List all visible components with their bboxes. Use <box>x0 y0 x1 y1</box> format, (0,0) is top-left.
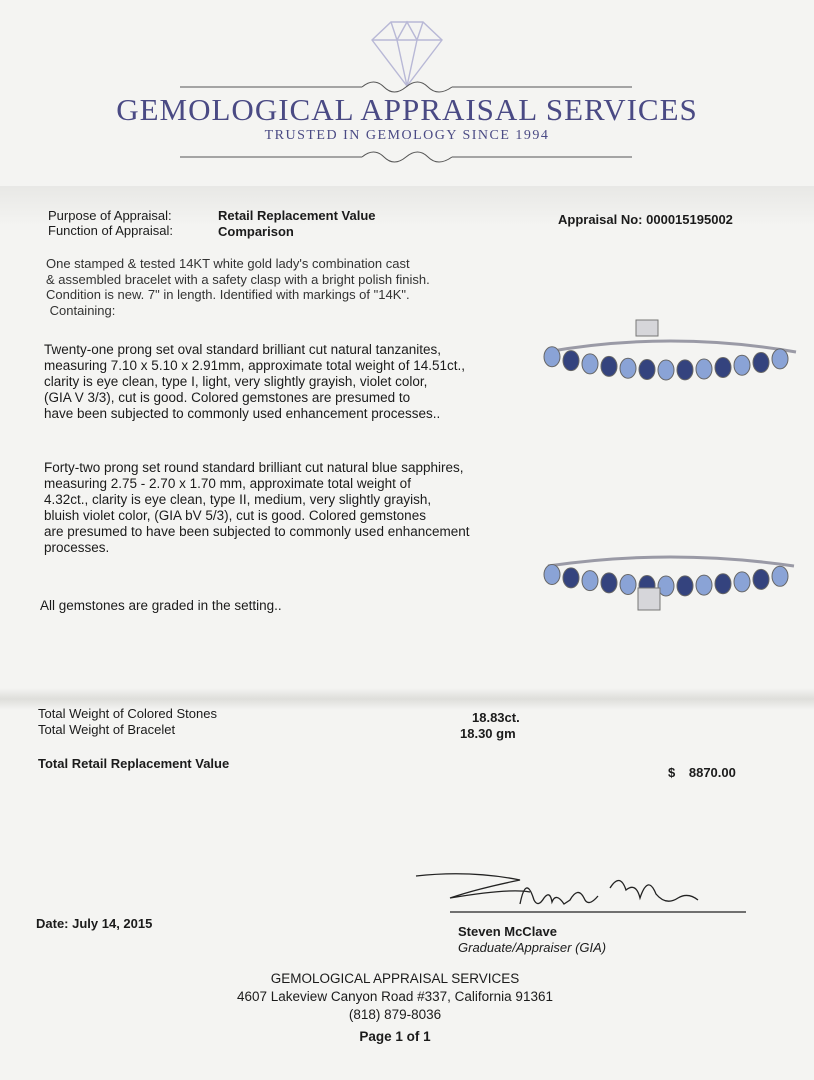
page-number: Page 1 of 1 <box>359 1029 431 1044</box>
gemstone <box>753 569 769 589</box>
total-colored-label: Total Weight of Colored Stones <box>38 706 217 721</box>
tanzanite-line: (GIA V 3/3), cut is good. Colored gemstones are presumed to <box>44 390 411 405</box>
sapphire-line: Forty-two prong set round standard brilliant cut natural blue sapphires, <box>44 460 464 475</box>
date: Date: July 14, 2015 <box>36 916 153 931</box>
gemstone <box>620 574 636 594</box>
bracelet-photo-bottom <box>540 540 802 630</box>
purpose-value: Retail Replacement Value <box>218 208 376 223</box>
gemstone <box>601 573 617 593</box>
function-value: Comparison <box>218 224 294 239</box>
item-description <box>46 256 430 318</box>
signature <box>410 868 750 924</box>
retail-amount: 8870.00 <box>688 765 736 780</box>
bracelet-photo-top <box>540 318 802 390</box>
gemstone <box>734 355 750 375</box>
gemstone <box>734 572 750 592</box>
sapphire-line: processes. <box>44 540 110 555</box>
gemstone <box>753 352 769 372</box>
signer-title: Graduate/Appraiser (GIA) <box>458 940 607 955</box>
total-bracelet-value: 18.30 gm <box>460 726 516 741</box>
appraisal-number-value: 000015195002 <box>646 212 733 227</box>
diamond-logo-icon <box>0 0 814 180</box>
signer-name: Steven McClave <box>458 924 557 939</box>
footer-phone: (818) 879-8036 <box>348 1007 442 1022</box>
signature-scribble-icon <box>410 868 750 924</box>
gemstone <box>772 349 788 369</box>
description-line: Containing: <box>46 302 116 318</box>
sapphire-line: measuring 2.75 - 2.70 x 1.70 mm, approximate total weight of <box>44 476 411 491</box>
retail-value-label: Total Retail Replacement Value <box>38 756 230 771</box>
gemstone <box>563 351 579 371</box>
sapphire-line: bluish violet color, (GIA bV 5/3), cut is good. Colored gemstones <box>44 508 426 523</box>
gemstone <box>582 571 598 591</box>
gemstone <box>772 566 788 586</box>
gemstone <box>658 360 674 380</box>
tanzanite-line: clarity is eye clean, type I, light, very slightly grayish, violet color, <box>44 374 428 389</box>
company-logo <box>0 0 814 180</box>
gemstone <box>601 356 617 376</box>
gemstone <box>696 575 712 595</box>
gemstone <box>696 359 712 379</box>
gemstone <box>639 359 655 379</box>
description-line: & assembled bracelet with a safety clasp with a bright polish finish. <box>46 271 430 287</box>
description-line: Condition is new. 7" in length. Identified with markings of "14K". <box>46 287 410 302</box>
tanzanite-line: have been subjected to commonly used enhancement processes.. <box>44 406 441 421</box>
appraisal-number <box>558 212 733 227</box>
description-line: One stamped & tested 14KT white gold lady's combination cast <box>46 256 410 271</box>
total-colored-value: 18.83ct. <box>472 710 520 725</box>
gemstone <box>620 358 636 378</box>
gemstone <box>544 347 560 367</box>
gemstone <box>715 357 731 377</box>
function-label: Function of Appraisal: <box>48 223 174 238</box>
gemstone <box>677 576 693 596</box>
sapphire-line: are presumed to have been subjected to commonly used enhancement <box>44 524 470 539</box>
footer <box>0 970 790 1046</box>
gemstone <box>715 574 731 594</box>
graded-note: All gemstones are graded in the setting.. <box>40 598 282 613</box>
tanzanite-line: measuring 7.10 x 5.10 x 2.91mm, approximate total weight of 14.51ct., <box>44 358 465 373</box>
purpose-label: Purpose of Appraisal: <box>48 208 172 223</box>
gemstone <box>582 354 598 374</box>
appraisal-number-label: Appraisal No: <box>558 212 643 227</box>
gemstone <box>677 360 693 380</box>
currency-symbol: $ <box>668 765 676 780</box>
company-tagline: TRUSTED IN GEMOLOGY SINCE 1994 <box>264 128 550 143</box>
retail-value <box>668 765 736 780</box>
footer-address: 4607 Lakeview Canyon Road #337, California 91361 <box>237 989 553 1004</box>
company-title: GEMOLOGICAL APPRAISAL SERVICES <box>116 92 698 127</box>
tanzanite-description <box>44 342 465 422</box>
sapphire-line: 4.32ct., clarity is eye clean, type II, medium, very slightly grayish, <box>44 492 432 507</box>
sapphire-description <box>44 460 470 556</box>
total-bracelet-label: Total Weight of Bracelet <box>38 722 176 737</box>
gemstone <box>544 564 560 584</box>
tanzanite-line: Twenty-one prong set oval standard brilliant cut natural tanzanites, <box>44 342 441 357</box>
footer-company: GEMOLOGICAL APPRAISAL SERVICES <box>270 971 520 986</box>
gemstone <box>563 568 579 588</box>
